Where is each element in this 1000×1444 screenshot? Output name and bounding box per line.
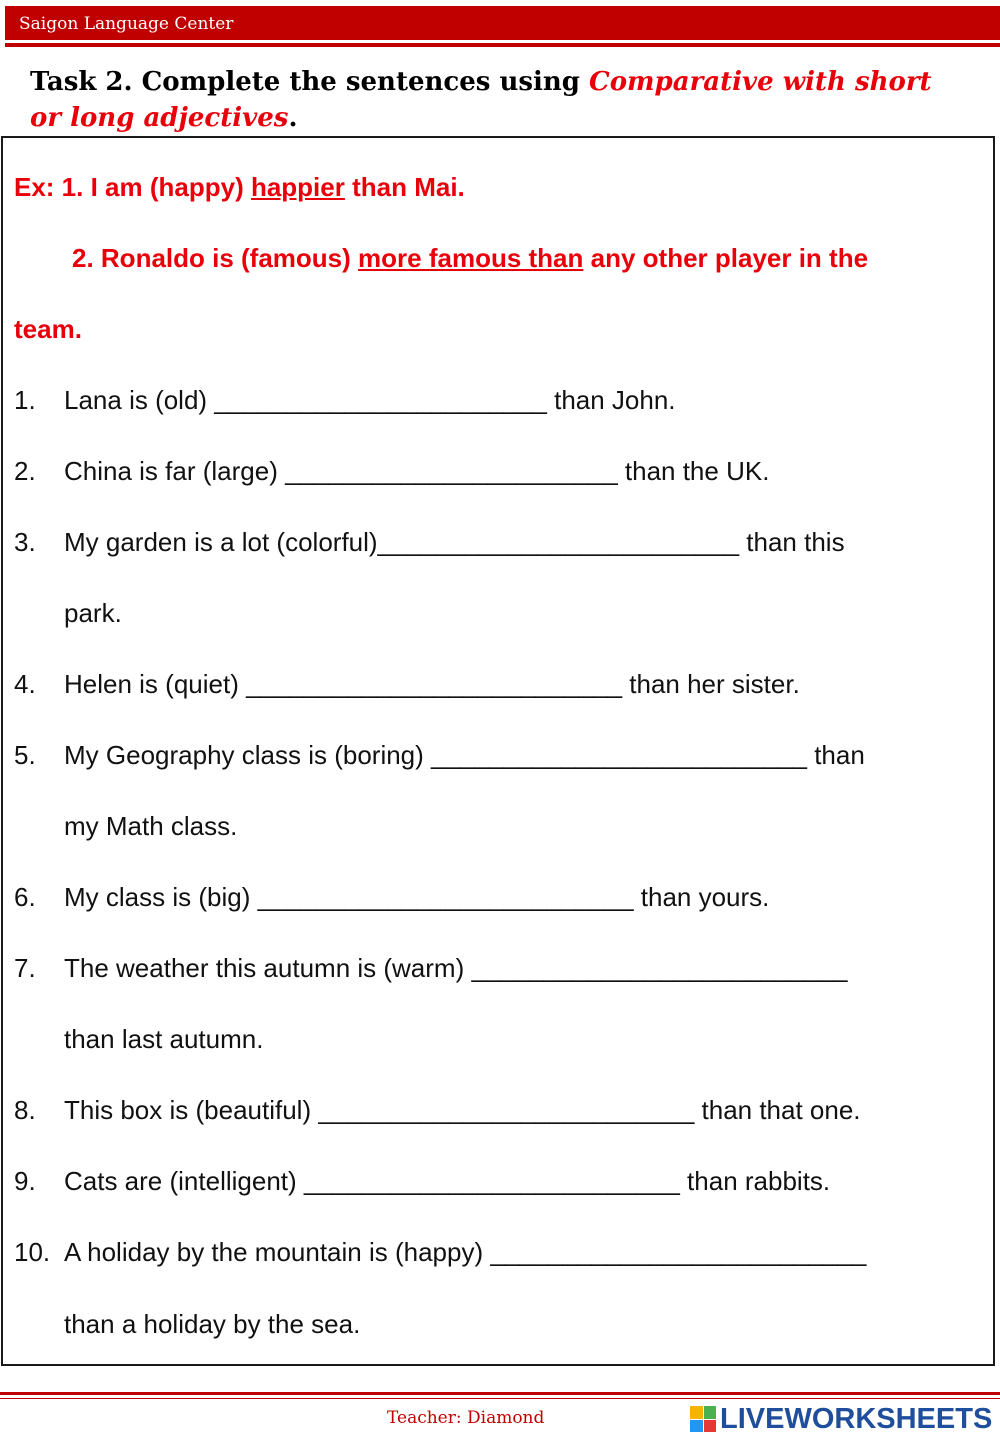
question-5-number: 5.	[14, 740, 36, 770]
question-7-text-wrap: than last autumn.	[64, 1024, 264, 1054]
example-1	[14, 172, 465, 203]
question-2-number: 2.	[14, 456, 36, 486]
task-title-suffix: .	[288, 103, 298, 133]
question-8-number: 8.	[14, 1095, 36, 1125]
question-2-text: China is far (large) _______________________ than the UK.	[64, 456, 770, 486]
example-1-start: Ex: 1. I am (happy)	[14, 172, 251, 202]
example-1-end: than Mai.	[344, 172, 465, 202]
question-10-number: 10.	[14, 1237, 51, 1267]
question-8-text: This box is (beautiful) __________________________ than that one.	[64, 1095, 861, 1125]
example-2-wrap: team.	[14, 314, 82, 344]
question-6-number: 6.	[14, 882, 36, 912]
footer-divider-thick	[0, 1392, 1000, 1395]
question-5-text-wrap: my Math class.	[64, 811, 238, 841]
footer-divider-thin	[0, 1398, 1000, 1399]
header-bar	[5, 6, 1000, 40]
teacher-name: Teacher: Diamond	[387, 1408, 545, 1428]
question-7-number: 7.	[14, 953, 36, 983]
question-6-text: My class is (big) __________________________ than yours.	[64, 882, 770, 912]
task-title	[30, 64, 960, 136]
question-1-number: 1.	[14, 385, 36, 415]
liveworksheets-brand[interactable]	[690, 1403, 992, 1435]
brand-text: LIVEWORKSHEETS	[720, 1402, 993, 1435]
question-10-text-wrap: than a holiday by the sea.	[64, 1309, 361, 1339]
example-2	[72, 243, 868, 274]
question-3-text: My garden is a lot (colorful)_________________________ than this	[64, 527, 845, 557]
example-1-answer: happier	[250, 172, 345, 202]
question-3-number: 3.	[14, 527, 36, 557]
task-title-prefix: Task 2. Complete the sentences using	[30, 67, 590, 97]
question-7-text: The weather this autumn is (warm) __________________________	[64, 953, 848, 983]
liveworksheets-logo-icon	[690, 1406, 716, 1432]
question-9-text: Cats are (intelligent) __________________________ than rabbits.	[64, 1166, 831, 1196]
example-2-start: 2. Ronaldo is (famous)	[72, 243, 359, 273]
question-1-text: Lana is (old) _______________________ than John.	[64, 385, 676, 415]
question-10-text: A holiday by the mountain is (happy) __________________________	[64, 1237, 867, 1267]
center-name: Saigon Language Center	[19, 14, 234, 34]
question-4-text: Helen is (quiet) __________________________ than her sister.	[64, 669, 800, 699]
example-2-end: any other player in the	[583, 243, 869, 273]
question-3-text-wrap: park.	[64, 598, 122, 628]
question-9-number: 9.	[14, 1166, 36, 1196]
question-5-text: My Geography class is (boring) __________________________ than	[64, 740, 865, 770]
task-title-highlight: Comparative with short or long adjectives	[30, 67, 932, 133]
question-4-number: 4.	[14, 669, 36, 699]
example-2-answer: more famous than	[358, 243, 584, 273]
header-divider	[5, 43, 1000, 47]
